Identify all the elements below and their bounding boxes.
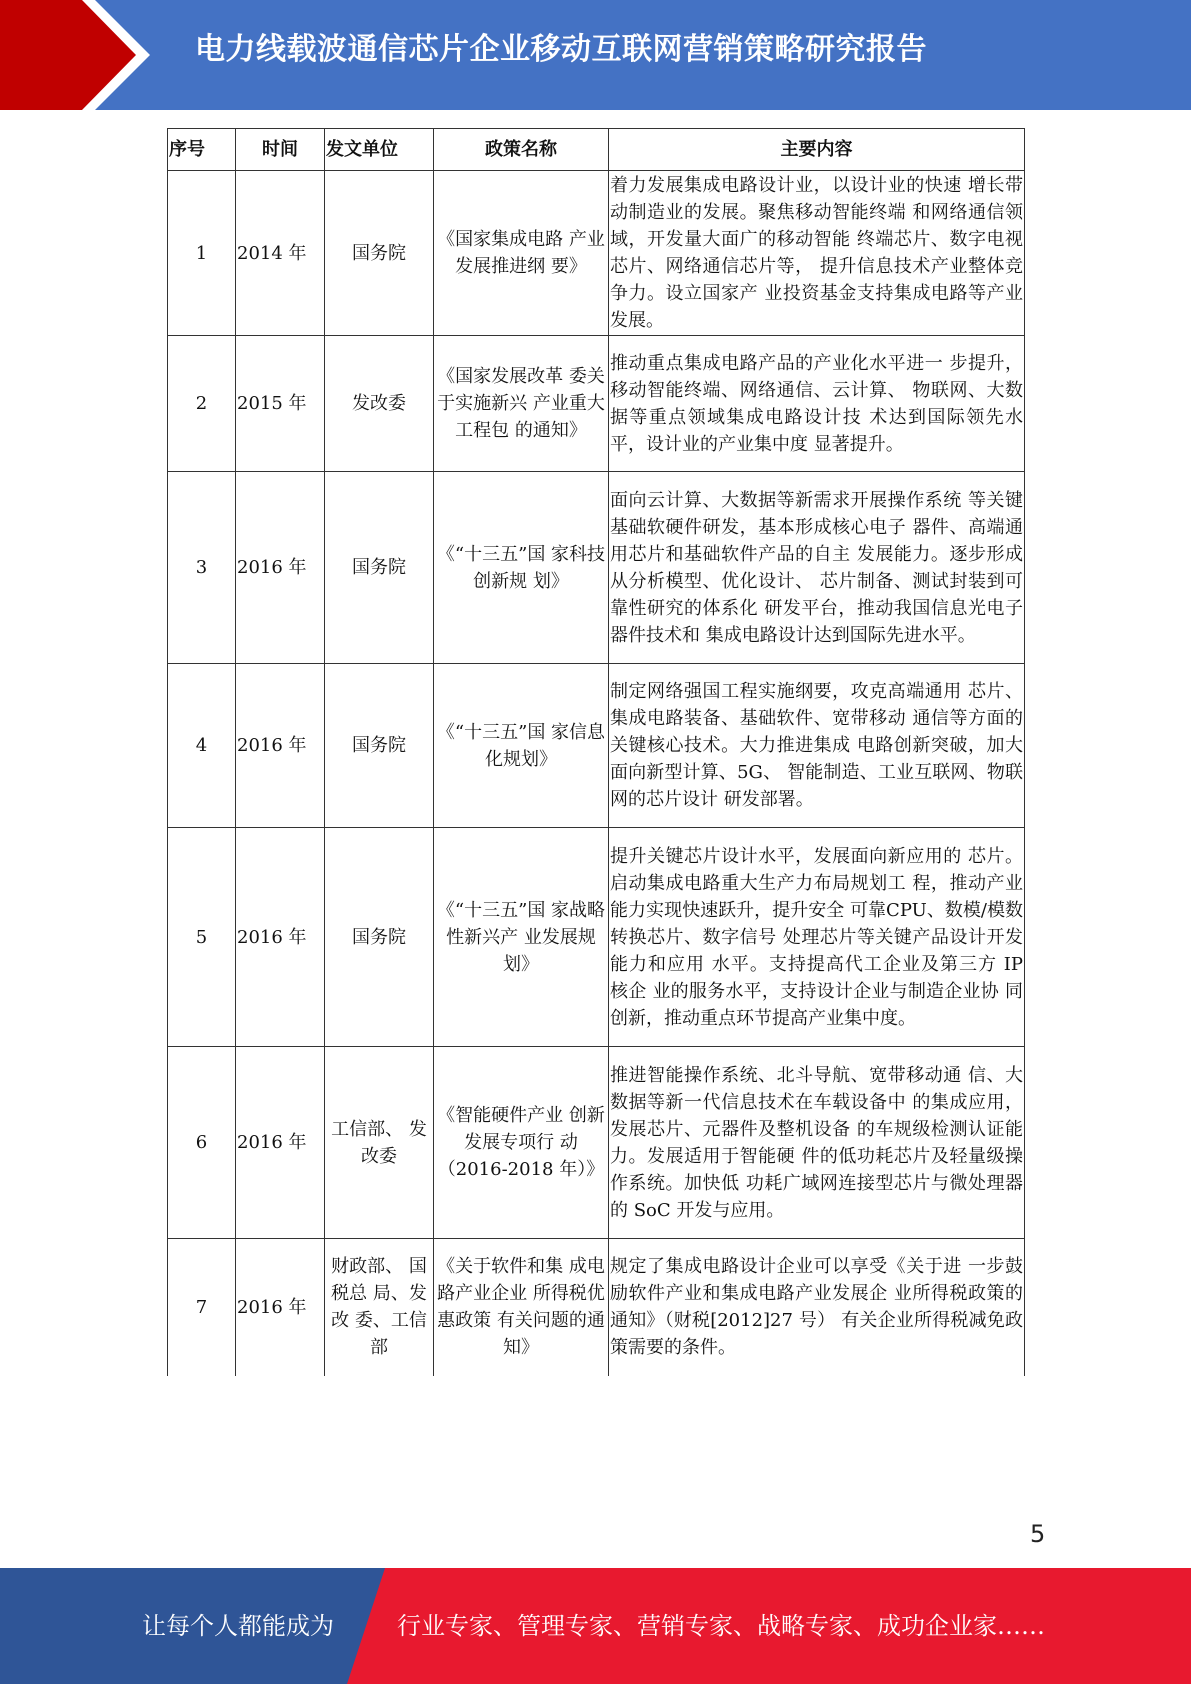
- row-time: 2014 年: [236, 171, 325, 336]
- table-row: [168, 1239, 1025, 1376]
- row-policy-name: 《“十三五”国 家战略性新兴产 业发展规划》: [434, 828, 609, 1047]
- row-no: 1: [168, 171, 236, 336]
- row-no: 3: [168, 472, 236, 664]
- row-unit: 工信部、 发改委: [325, 1047, 434, 1239]
- row-no: 6: [168, 1047, 236, 1239]
- row-unit: 国务院: [325, 828, 434, 1047]
- table-row: [168, 171, 1025, 336]
- row-unit: 国务院: [325, 171, 434, 336]
- row-policy-name: 《关于软件和集 成电路产业企业 所得税优惠政策 有关问题的通 知》: [434, 1239, 609, 1376]
- header-policy-name: 政策名称: [434, 129, 609, 171]
- row-unit: 国务院: [325, 664, 434, 828]
- table-header-row: [168, 129, 1025, 171]
- row-time: 2016 年: [236, 1239, 325, 1376]
- row-content: 面向云计算、大数据等新需求开展操作系统 等关键基础软硬件研发，基本形成核心电子 器件、高端通用芯片和基础软件产品的自主 发展能力。逐步形成从分析模型、优化设计、 芯片制备、测试封装到可靠性研究的体系化 研发平台，推动我国信息光电子器件技术和 集成电路设计达到国际先进水平。: [609, 472, 1025, 664]
- row-content: 规定了集成电路设计企业可以享受《关于进 一步鼓励软件产业和集成电路产业发展企 业所得税政策的通知》（财税[2012]27 号） 有关企业所得税减免政策需要的条件。: [609, 1239, 1025, 1376]
- table-row: [168, 664, 1025, 828]
- table-row: [168, 336, 1025, 472]
- row-policy-name: 《国家集成电路 产业发展推进纲 要》: [434, 171, 609, 336]
- row-unit: 发改委: [325, 336, 434, 472]
- row-content: 推动重点集成电路产品的产业化水平进一 步提升，移动智能终端、网络通信、云计算、 物联网、大数据等重点领域集成电路设计技 术达到国际领先水平，设计业的产业集中度 显著提升。: [609, 336, 1025, 472]
- table-row: [168, 828, 1025, 1047]
- row-content: 制定网络强国工程实施纲要，攻克高端通用 芯片、集成电路装备、基础软件、宽带移动 通信等方面的关键核心技术。大力推进集成 电路创新突破，加大面向新型计算、5G、 智能制造、工业互联网、物联网的芯片设计 研发部署。: [609, 664, 1025, 828]
- report-title: 电力线载波通信芯片企业移动互联网营销策略研究报告: [195, 32, 927, 67]
- policy-table: [167, 128, 1025, 1376]
- row-time: 2015 年: [236, 336, 325, 472]
- row-no: 2: [168, 336, 236, 472]
- row-content: 推进智能操作系统、北斗导航、宽带移动通 信、大数据等新一代信息技术在车载设备中 的集成应用，发展芯片、元器件及整机设备 的车规级检测认证能力。发展适用于智能硬 件的低功耗芯片及轻量级操作系统。加快低 功耗广域网连接型芯片与微处理器的 SoC 开发与应用。: [609, 1047, 1025, 1239]
- table-row: [168, 472, 1025, 664]
- row-policy-name: 《智能硬件产业 创新发展专项行 动 （2016-2018 年）》: [434, 1047, 609, 1239]
- row-content: 提升关键芯片设计水平，发展面向新应用的 芯片。启动集成电路重大生产力布局规划工 程，推动产业能力实现快速跃升，提升安全 可靠CPU、数模/模数转换芯片、数字信号 处理芯片等关键产品设计开发能力和应用 水平。支持提高代工企业及第三方 IP 核企 业的服务水平，支持设计企业与制造企业协 同创新，推动重点环节提高产业集中度。: [609, 828, 1025, 1047]
- header-unit: 发文单位: [325, 129, 434, 171]
- header-time: 时间: [236, 129, 325, 171]
- row-time: 2016 年: [236, 472, 325, 664]
- report-header: [0, 0, 1191, 110]
- footer-slogan-right: 行业专家、管理专家、营销专家、战略专家、成功企业家……: [397, 1612, 1045, 1640]
- row-policy-name: 《国家发展改革 委关于实施新兴 产业重大工程包 的通知》: [434, 336, 609, 472]
- table-row: [168, 1047, 1025, 1239]
- footer-slogan-left: 让每个人都能成为: [142, 1612, 334, 1640]
- report-footer: [0, 1568, 1191, 1684]
- row-unit: 国务院: [325, 472, 434, 664]
- row-no: 4: [168, 664, 236, 828]
- row-time: 2016 年: [236, 664, 325, 828]
- row-no: 7: [168, 1239, 236, 1376]
- row-policy-name: 《“十三五”国 家科技创新规 划》: [434, 472, 609, 664]
- row-unit: 财政部、 国税总 局、发改 委、工信 部: [325, 1239, 434, 1376]
- row-time: 2016 年: [236, 828, 325, 1047]
- header-no: 序号: [168, 129, 236, 171]
- page-number: 5: [1030, 1520, 1046, 1548]
- row-policy-name: 《“十三五”国 家信息化规划》: [434, 664, 609, 828]
- row-time: 2016 年: [236, 1047, 325, 1239]
- header-content: 主要内容: [609, 129, 1025, 171]
- row-content: 着力发展集成电路设计业，以设计业的快速 增长带动制造业的发展。聚焦移动智能终端 和网络通信领域，开发量大面广的移动智能 终端芯片、数字电视芯片、网络通信芯片等， 提升信息技术产业整体竞争力。设立国家产 业投资基金支持集成电路等产业发展。: [609, 171, 1025, 336]
- row-no: 5: [168, 828, 236, 1047]
